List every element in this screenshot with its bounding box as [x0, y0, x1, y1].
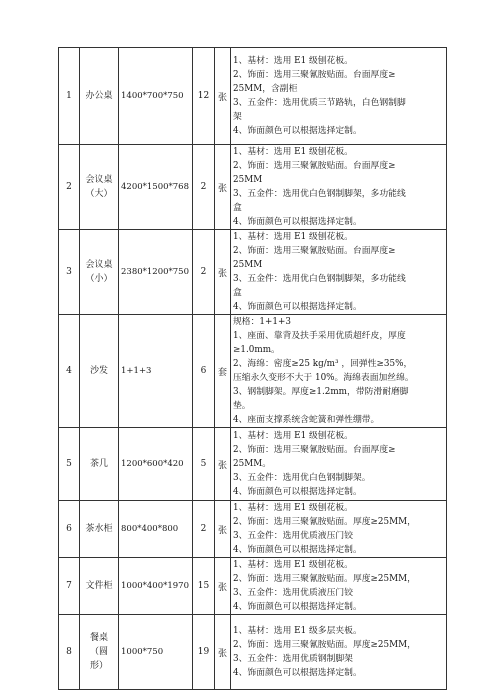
description-line: 2、饰面：选用三聚氰胺贴面。台面厚度≥ — [233, 246, 396, 256]
item-name-line: 沙发 — [89, 366, 108, 376]
table-row — [59, 428, 447, 501]
item-name-line: （小） — [85, 274, 113, 284]
description-line: 1、基材：选用 E1 级刨花板。 — [233, 232, 353, 242]
row-number: 1 — [59, 48, 80, 145]
item-name-line: 会议桌 — [85, 260, 113, 270]
row-number: 3 — [59, 230, 80, 315]
description-line: 2、饰面：选用三聚氰胺贴面。厚度≥25MM， — [233, 517, 416, 527]
description-line: 3、五金件：选用优质液压门铰 — [233, 588, 353, 598]
description-line: 2、海绵：密度≥25 kg/m³ ，回弹性≥35%， — [233, 359, 413, 369]
table-row — [59, 315, 447, 428]
table-row — [59, 558, 447, 615]
description-line: 1、基材：选用 E1 级刨花板。 — [233, 56, 353, 66]
description-line: 架 — [233, 112, 242, 122]
description-line: 2、饰面：选用三聚氰胺贴面。台面厚度≥ — [233, 445, 396, 455]
description-line: 4、饰面颜色可以根据选择定制。 — [233, 602, 362, 612]
item-size: 1000*750 — [119, 615, 193, 690]
item-name — [80, 558, 119, 615]
description-line: 3、五金件：选用优白色钢制脚架，多功能线 — [233, 274, 406, 284]
item-description — [231, 230, 447, 315]
row-number: 7 — [59, 558, 80, 615]
description-line: 2、饰面：选用三聚氰胺贴面。厚度≥25MM， — [233, 640, 416, 650]
description-line: 3、五金件：选用优白色钢制脚架，多功能线 — [233, 189, 406, 199]
item-unit: 张 — [215, 48, 231, 145]
description-line: 1、座面、靠背及扶手采用优质超纤皮，厚度 — [233, 331, 406, 341]
item-size: 1000*400*1970 — [119, 558, 193, 615]
description-line: 3、五金件：选用优质液压门铰 — [233, 531, 353, 541]
row-number: 4 — [59, 315, 80, 428]
description-line: 25MM — [233, 260, 263, 270]
description-line: 2、饰面：选用三聚氰胺贴面。台面厚度≥ — [233, 70, 396, 80]
item-name-line: 形） — [89, 661, 108, 671]
item-name-line: 茶水柜 — [85, 524, 113, 534]
description-line: ≥1.0mm。 — [233, 345, 280, 355]
description-line: 25MM。 — [233, 459, 272, 469]
item-name — [80, 48, 119, 145]
description-line: 4、饰面颜色可以根据选择定制。 — [233, 545, 362, 555]
item-quantity: 15 — [193, 558, 215, 615]
item-quantity: 12 — [193, 48, 215, 145]
description-line: 25MM，含副柜 — [233, 84, 298, 94]
item-name — [80, 230, 119, 315]
item-description — [231, 315, 447, 428]
item-unit: 张 — [215, 615, 231, 690]
item-size: 2380*1200*750 — [119, 230, 193, 315]
description-line: 4、饰面颜色可以根据选择定制。 — [233, 217, 362, 227]
description-line: 2、饰面：选用三聚氰胺贴面。厚度≥25MM， — [233, 574, 416, 584]
row-number: 8 — [59, 615, 80, 690]
item-name-line: （大） — [85, 189, 113, 199]
description-line: 1、基材：选用 E1 级刨花板。 — [233, 503, 353, 513]
description-line: 3、钢制脚架。厚度≥1.2mm，带防滑耐磨脚 — [233, 387, 409, 397]
item-name — [80, 145, 119, 230]
spec-table-body — [59, 48, 447, 690]
item-name — [80, 315, 119, 428]
item-unit: 张 — [215, 501, 231, 558]
item-name-line: 办公桌 — [85, 91, 113, 101]
item-name — [80, 615, 119, 690]
description-line: 4、饰面颜色可以根据选择定制。 — [233, 668, 362, 678]
description-line: 3、五金件：选用优质钢制脚架 — [233, 654, 353, 664]
description-line: 3、五金件：选用优白色钢制脚架。 — [233, 473, 371, 483]
item-unit: 张 — [215, 145, 231, 230]
table-row — [59, 48, 447, 145]
item-size: 1+1+3 — [119, 315, 193, 428]
row-number: 2 — [59, 145, 80, 230]
item-unit: 套 — [215, 315, 231, 428]
item-description — [231, 501, 447, 558]
item-name — [80, 501, 119, 558]
item-unit: 张 — [215, 230, 231, 315]
description-line: 盒 — [233, 288, 242, 298]
description-line: 3、五金件：选用优质三节路轨，白色钢制脚 — [233, 98, 406, 108]
item-quantity: 6 — [193, 315, 215, 428]
item-description — [231, 558, 447, 615]
item-name-line: 餐桌 — [89, 633, 108, 643]
item-quantity: 2 — [193, 145, 215, 230]
item-name-line: 文件柜 — [85, 581, 113, 591]
description-line: 4、饰面颜色可以根据选择定制。 — [233, 302, 362, 312]
table-row — [59, 501, 447, 558]
item-size: 1400*700*750 — [119, 48, 193, 145]
item-description — [231, 48, 447, 145]
item-unit: 张 — [215, 558, 231, 615]
row-number: 5 — [59, 428, 80, 501]
description-line: 25MM — [233, 175, 263, 185]
row-number: 6 — [59, 501, 80, 558]
description-line: 垫。 — [233, 401, 251, 411]
item-size: 800*400*800 — [119, 501, 193, 558]
item-name-line: （圆 — [89, 647, 108, 657]
description-line: 2、饰面：选用三聚氰胺贴面。台面厚度≥ — [233, 161, 396, 171]
item-description — [231, 615, 447, 690]
description-line: 1、基材：选用 E1 级刨花板。 — [233, 560, 353, 570]
item-quantity: 19 — [193, 615, 215, 690]
item-quantity: 2 — [193, 501, 215, 558]
item-quantity: 5 — [193, 428, 215, 501]
description-line: 规格：1+1+3 — [233, 317, 291, 327]
table-row — [59, 230, 447, 315]
item-description — [231, 428, 447, 501]
item-unit: 张 — [215, 428, 231, 501]
item-name-line: 茶几 — [89, 459, 108, 469]
description-line: 4、饰面颜色可以根据选择定制。 — [233, 126, 362, 136]
item-name-line: 会议桌 — [85, 175, 113, 185]
item-name — [80, 428, 119, 501]
description-line: 1、基材：选用 E1 级多层夹板。 — [233, 626, 362, 636]
item-quantity: 2 — [193, 230, 215, 315]
description-line: 4、座面支撑系统含蛇簧和弹性绷带。 — [233, 415, 380, 425]
description-line: 1、基材：选用 E1 级刨花板。 — [233, 147, 353, 157]
spec-table — [58, 47, 447, 690]
item-size: 1200*600*420 — [119, 428, 193, 501]
table-row — [59, 145, 447, 230]
description-line: 盒 — [233, 203, 242, 213]
description-line: 1、基材：选用 E1 级刨花板。 — [233, 431, 353, 441]
table-row — [59, 615, 447, 690]
item-description — [231, 145, 447, 230]
description-line: 4、饰面颜色可以根据选择定制。 — [233, 487, 362, 497]
item-size: 4200*1500*768 — [119, 145, 193, 230]
description-line: 压缩永久变形不大于 10%。海绵表面加丝绵。 — [233, 373, 414, 383]
